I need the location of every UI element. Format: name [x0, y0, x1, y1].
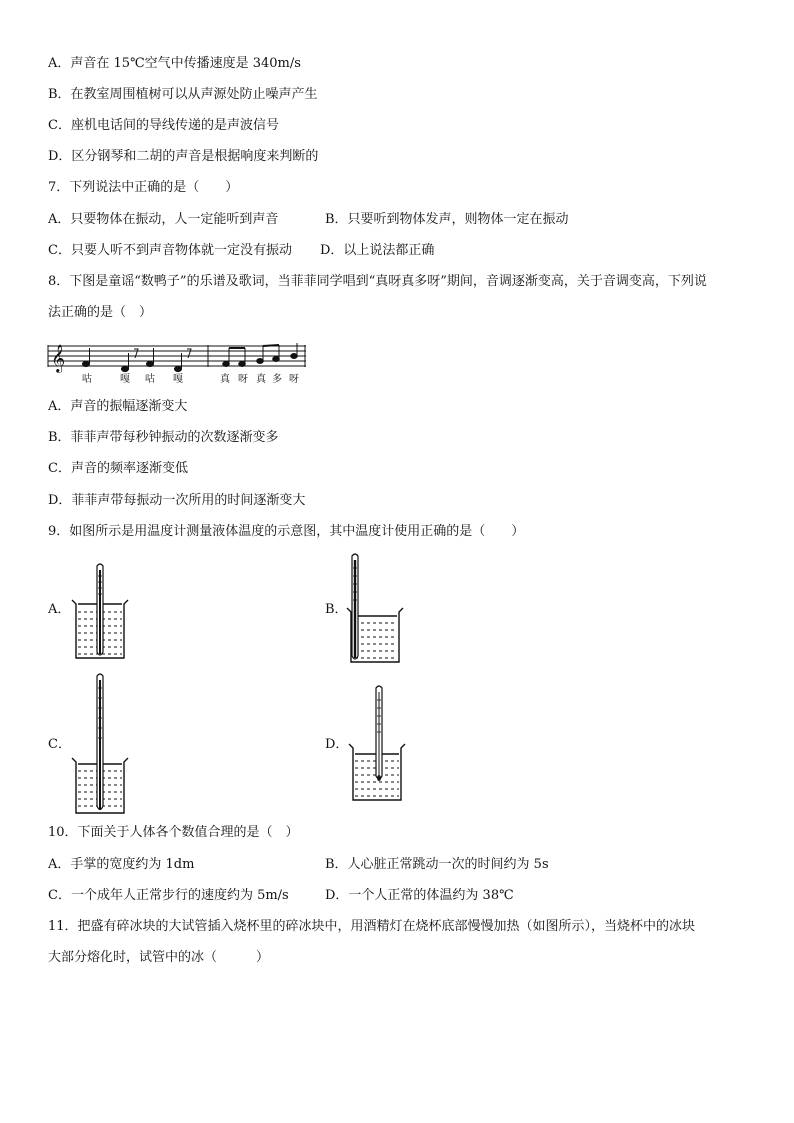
q10-option-a: A．手掌的宽度约为 1dm	[48, 857, 195, 872]
q11-stem-line1: 11．把盛有碎冰块的大试管插入烧杯里的碎冰块中，用酒精灯在烧杯底部慢慢加热（如图所示），当烧杯中的冰块	[48, 919, 696, 934]
q7-option-b: B．只要听到物体发声，则物体一定在振动	[325, 212, 569, 227]
q10-stem: 10．下面关于人体各个数值合理的是（ ）	[48, 825, 299, 840]
beaker-thermometer-a	[70, 562, 132, 662]
lyric: 嘎	[173, 374, 183, 385]
q8-stem-line2: 法正确的是（ ）	[48, 305, 153, 320]
music-score-figure	[48, 340, 308, 390]
q10-option-b: B．人心脏正常跳动一次的时间约为 5s	[325, 857, 549, 872]
beaker-thermometer-b	[345, 552, 407, 667]
lyric: 咕	[82, 374, 92, 385]
q9-label-d: D．	[325, 737, 349, 752]
beaker-thermometer-c	[70, 672, 132, 817]
q8-option-a: A．声音的振幅逐渐变大	[48, 399, 188, 414]
q6-option-b: B．在教室周围植树可以从声源处防止噪声产生	[48, 87, 318, 102]
lyric: 呀	[289, 374, 299, 385]
q6-option-d: D．区分钢琴和二胡的声音是根据响度来判断的	[48, 149, 319, 164]
q7-option-a: A．只要物体在振动，人一定能听到声音	[48, 212, 279, 227]
q8-option-b: B．菲菲声带每秒钟振动的次数逐渐变多	[48, 430, 279, 445]
q8-stem-line1: 8．下图是童谣“数鸭子”的乐谱及歌词，当菲菲同学唱到“真呀真多呀”期间，音调逐渐变高，关于音调变高，下列说	[48, 274, 707, 289]
q9-label-a: A．	[48, 602, 71, 617]
lyric: 呀	[238, 374, 248, 385]
q7-option-c: C．只要人听不到声音物体就一定没有振动	[48, 243, 292, 258]
q10-option-d: D．一个人正常的体温约为 38℃	[325, 888, 514, 903]
beaker-thermometer-d	[347, 684, 409, 804]
q9-stem: 9．如图所示是用温度计测量液体温度的示意图，其中温度计使用正确的是（ ）	[48, 524, 525, 539]
q9-label-b: B．	[325, 602, 348, 617]
q9-label-c: C．	[48, 737, 71, 752]
lyric: 咕	[145, 374, 155, 385]
q8-option-d: D．菲菲声带每振动一次所用的时间逐渐变大	[48, 493, 306, 508]
lyric: 多	[272, 374, 282, 385]
q6-option-c: C．座机电话间的导线传递的是声波信号	[48, 118, 279, 133]
lyric: 真	[220, 374, 230, 385]
q11-stem-line2: 大部分熔化时，试管中的冰（ ）	[48, 950, 270, 965]
q10-option-c: C．一个成年人正常步行的速度约为 5m/s	[48, 888, 289, 903]
q7-stem: 7．下列说法中正确的是（ ）	[48, 180, 239, 195]
q8-option-c: C．声音的频率逐渐变低	[48, 461, 188, 476]
lyric: 嘎	[120, 374, 130, 385]
q6-option-a: A．声音在 15℃空气中传播速度是 340m/s	[48, 56, 301, 71]
q7-option-d: D．以上说法都正确	[320, 243, 435, 258]
lyric: 真	[256, 374, 266, 385]
treble-clef-icon: 𝄞	[51, 344, 66, 372]
